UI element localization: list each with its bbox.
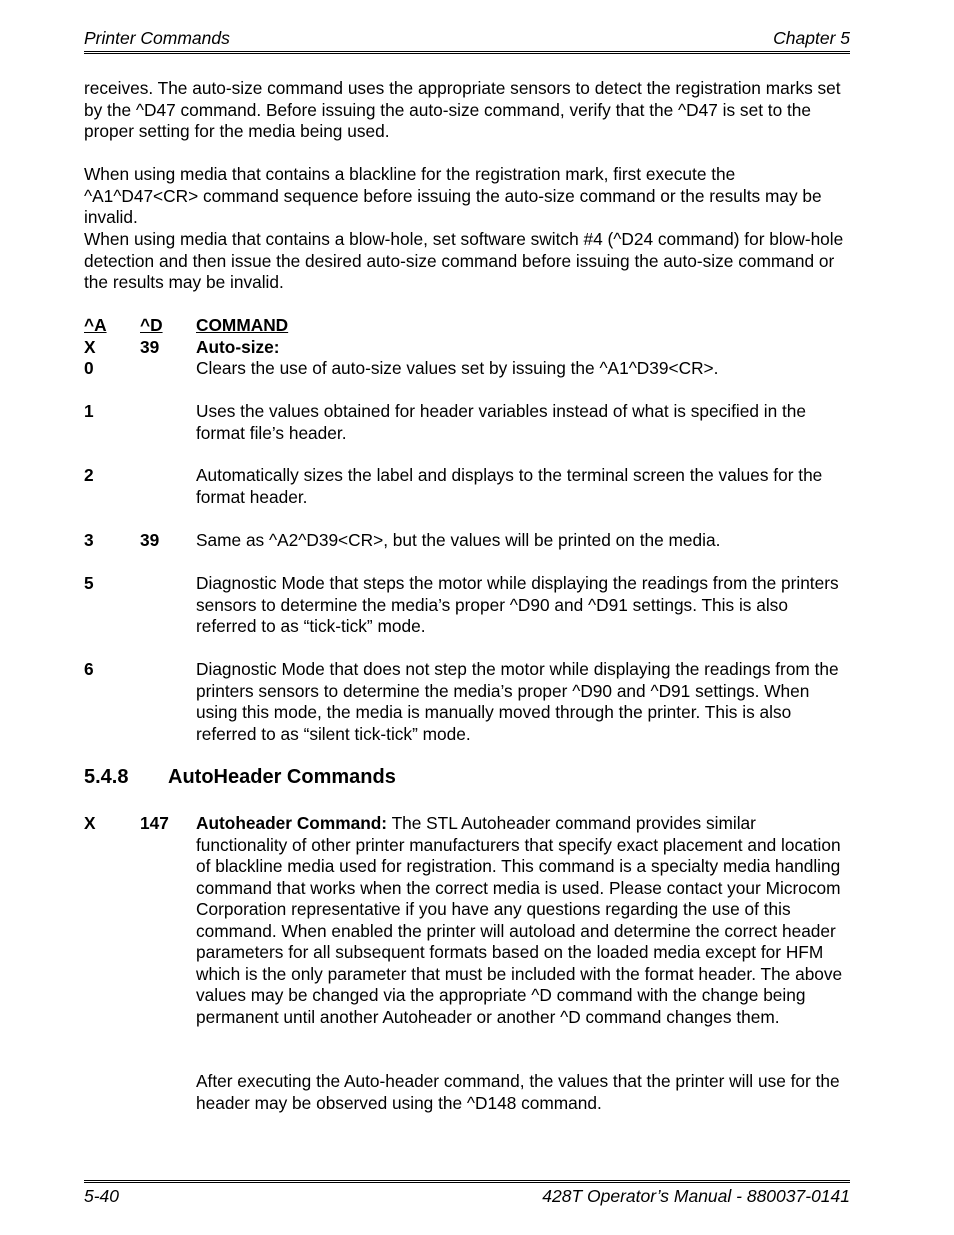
row-a: 1 <box>84 401 94 421</box>
page-header <box>84 28 850 50</box>
page-number: 5-40 <box>84 1186 120 1206</box>
autoheader-note: After executing the Auto-header command, the values that the printer will use for the header may be observed using the ^D148 command. <box>196 1071 840 1113</box>
row-a: 5 <box>84 573 94 593</box>
row-text: Clears the use of auto-size values set by issuing the ^A1^D39<CR>. <box>196 358 719 378</box>
row-text: Diagnostic Mode that steps the motor while displaying the readings from the printers sensors to determine the media’s proper ^D90 and ^D91 settings. This is also referred to as “tick-tick” mode. <box>196 573 839 636</box>
page-footer <box>84 1186 850 1208</box>
section-title: AutoHeader Commands <box>168 766 396 788</box>
row-text: Uses the values obtained for header variables instead of what is specified in the format file’s header. <box>196 401 807 443</box>
row-text: Same as ^A2^D39<CR>, but the values will be printed on the media. <box>196 530 721 550</box>
intro-paragraph-3: When using media that contains a blow-hole, set software switch #4 (^D24 command) for blow-hole detection and then issue the desired auto-size command before issuing the auto-size command or the results may be invalid. <box>84 229 844 292</box>
autoheader-body: The STL Autoheader command provides similar functionality of other printer manufacturers that specify exact placement and location of blackline media used for registration. This command is a specialty media handling command that works when the correct media is used. Please contact your Microcom Corporation representative if you have any questions regarding the use of this command. When enabled the printer will autoload and determine the correct header parameters for all subsequent formats based on the loaded media except for HFM which is the only parameter that must be included with the format header. The above values may be changed via the appropriate ^D command with the change being permanent until another Autoheader or another ^D command changes them. <box>196 813 843 1027</box>
row-text: Automatically sizes the label and displays to the terminal screen the values for the format header. <box>196 465 823 507</box>
autoheader-description <box>196 813 850 1028</box>
footer-rule <box>84 1180 850 1183</box>
row-d: 39 <box>140 530 160 550</box>
column-a-header: ^A <box>84 315 107 335</box>
autoheader-label: Autoheader Command: <box>196 813 388 833</box>
column-d-header: ^D <box>140 315 163 335</box>
intro-paragraph-1: receives. The auto-size command uses the appropriate sensors to detect the registration marks set by the ^D47 command. Before issuing the auto-size command, verify that the ^D47 is set to the proper setting for the media being used. <box>84 78 841 141</box>
header-left: Printer Commands <box>84 28 230 48</box>
command-a: X <box>84 337 96 357</box>
row-text: Diagnostic Mode that does not step the motor while displaying the readings from the printers sensors to determine the media’s proper ^D90 and ^D91 settings. When using this mode, the media is manually moved through the printer. This is also referred to as “silent tick-tick” mode. <box>196 659 839 744</box>
row-a: 6 <box>84 659 94 679</box>
command-title: Auto-size: <box>196 337 280 357</box>
autoheader-d: 147 <box>140 813 169 833</box>
row-a: 0 <box>84 358 94 378</box>
header-right: Chapter 5 <box>773 28 850 48</box>
intro-paragraph-2: When using media that contains a blackline for the registration mark, first execute the ^A1^D47<CR> command sequence before issuing the auto-size command or the results may be invalid. <box>84 164 822 227</box>
section-number: 5.4.8 <box>84 766 129 788</box>
header-rule <box>84 51 850 54</box>
row-a: 2 <box>84 465 94 485</box>
row-a: 3 <box>84 530 94 550</box>
column-command-header: COMMAND <box>196 315 289 335</box>
autoheader-a: X <box>84 813 96 833</box>
command-d: 39 <box>140 337 160 357</box>
manual-title: 428T Operator’s Manual - 880037-0141 <box>542 1186 850 1206</box>
